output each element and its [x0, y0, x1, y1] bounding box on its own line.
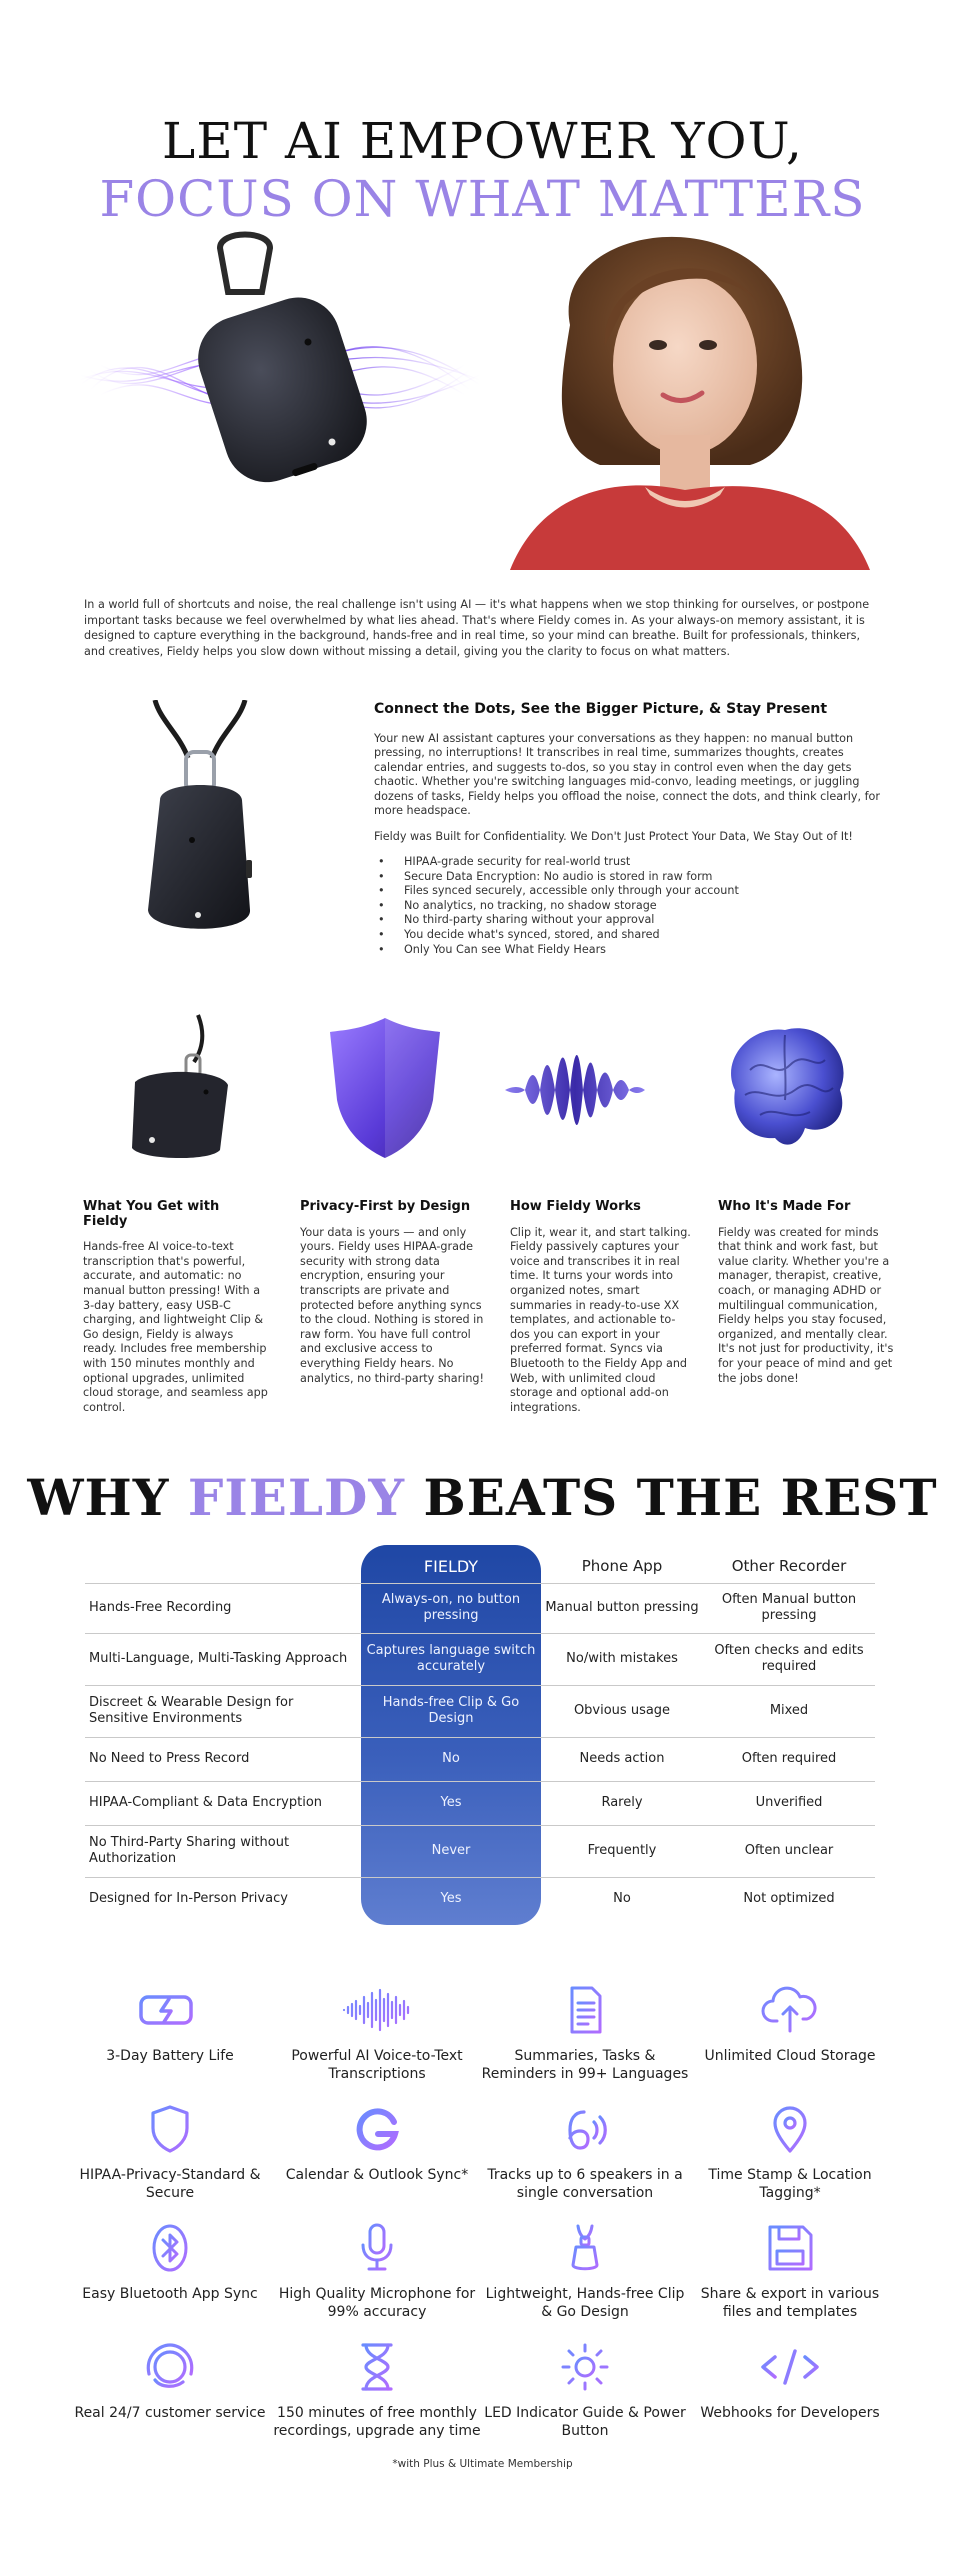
other-cell: Not optimized — [743, 1891, 835, 1906]
feature-icon-item — [272, 2104, 482, 2184]
fieldy-cell: Captures language switch accurately — [366, 1643, 536, 1674]
table-row — [85, 1825, 875, 1877]
header-phone-app: Phone App — [581, 1557, 663, 1575]
google-icon — [342, 2104, 412, 2154]
privacy-bullet-list — [378, 855, 889, 957]
bullet-item: • You decide what's synced, stored, and shared — [378, 928, 889, 943]
comparison-title-accent: FIELDY — [187, 1468, 406, 1527]
bullet-item: • No third-party sharing without your approval — [378, 913, 889, 928]
phone-cell: Needs action — [579, 1751, 665, 1766]
row-label: HIPAA-Compliant & Data Encryption — [89, 1795, 323, 1810]
feature-icon-label: Tracks up to 6 speakers in a single conversation — [487, 2167, 683, 2201]
feature-body: Fieldy was created for minds that think and work fast, but value clarity. Whether you're a manager, therapist, creative, coach, or managing ADHD or multilingual communication, Fieldy helps you stay focused, organized, and mentally clear. It's not just for productivity, it's for your peace of mind and get the jobs done! — [718, 1225, 894, 1385]
row-label: Discreet & Wearable Design for Sensitive Environments — [89, 1695, 294, 1726]
feature-icon-label: Unlimited Cloud Storage — [704, 2048, 876, 2064]
row-label: Hands-Free Recording — [89, 1600, 232, 1615]
feature-icon-label: 3-Day Battery Life — [106, 2048, 234, 2064]
save-icon — [755, 2223, 825, 2273]
battery-icon — [135, 1985, 205, 2035]
feature-icon-label: HIPAA-Privacy-Standard & Secure — [79, 2167, 261, 2201]
feature-icon-label: Webhooks for Developers — [700, 2405, 880, 2421]
header-fieldy: FIELDY — [423, 1557, 479, 1576]
table-row — [85, 1583, 875, 1633]
feature-body: Clip it, wear it, and start talking. Fieldy passively captures your voice and transcribes it in real time. It turns your words into organized notes, smart summaries in ready-to-use XX templates, and actionable to-dos you can export in your preferred format. Syncs via Bluetooth to the Fieldy App and Web, with unlimited cloud storage and optional add-on integrations. — [510, 1225, 691, 1414]
feature-icon-item — [65, 2104, 275, 2202]
feature-icon-label: Summaries, Tasks & Reminders in 99+ Languages — [481, 2048, 689, 2082]
comparison-table — [85, 1545, 875, 1925]
feature-icon-label: Real 24/7 customer service — [74, 2405, 266, 2421]
feature-device-image — [110, 1010, 250, 1165]
phone-cell: Frequently — [587, 1843, 657, 1858]
feature-column — [510, 1200, 695, 1415]
other-cell: Unverified — [755, 1795, 823, 1810]
header-other-recorder: Other Recorder — [731, 1557, 847, 1575]
hero-device-image — [70, 230, 490, 530]
feature-icon-item — [685, 2104, 895, 2202]
connect-section — [374, 702, 889, 957]
feature-icon-item — [65, 2342, 275, 2422]
hourglass-icon — [342, 2342, 412, 2392]
connect-paragraph-2: Fieldy was Built for Confidentiality. We Don't Just Protect Your Data, We Stay Out of It! — [374, 829, 853, 843]
feature-column — [300, 1200, 485, 1386]
hero-woman-image — [450, 195, 880, 570]
location-pin-icon — [755, 2104, 825, 2154]
hero-title-line2: FOCUS ON WHAT MATTERS — [99, 170, 866, 228]
feature-body: Hands-free AI voice-to-text transcription that's powerful, accurate, and automatic: no manual button pressing! With a 3-day battery, easy USB-C charging, and lightweight Clip & Go design, Fieldy is always ready. Includes free membership with 150 minutes monthly and optional upgrades, unlimited cloud storage, and seamless app control. — [83, 1240, 268, 1414]
shield-icon — [135, 2104, 205, 2154]
connect-paragraph-1: Your new AI assistant captures your conversations as they happen: no manual button pressing, no interruptions! It transcribes in real time, summarizes thoughts, creates calendar entries, and suggests to-dos, so you stay in control even when the day gets chaotic. Whether you're switching languages mid-convo, leading meetings, or juggling dozens of tasks, Fieldy helps you offload the noise, connect the dots, and think clearly, for more headspace. — [374, 731, 880, 817]
bullet-item: • No analytics, no tracking, no shadow storage — [378, 899, 889, 914]
feature-icon-label: Lightweight, Hands-free Clip & Go Design — [485, 2286, 685, 2320]
brain-image — [715, 1010, 855, 1165]
shield-image — [315, 1010, 455, 1165]
code-icon — [755, 2342, 825, 2392]
feature-body: Your data is yours — and only yours. Fieldy uses HIPAA-grade security with strong data encryption, ensuring your transcripts are private and protected before anything syncs to the cloud. Nothing is stored in raw form. You have full control and exclusive access to everything Fieldy hears. No analytics, no third-party sharing! — [300, 1225, 485, 1385]
feature-icon-item — [480, 2223, 690, 2321]
feature-icon-label: Share & export in various files and templates — [700, 2286, 880, 2320]
hero-title-line1: LET AI EMPOWER YOU, — [162, 112, 803, 170]
comparison-title — [0, 1468, 965, 1527]
phone-cell: Rarely — [601, 1795, 643, 1810]
feature-icon-item — [272, 2342, 482, 2440]
row-label: Designed for In-Person Privacy — [89, 1891, 288, 1906]
feature-icon-label: Powerful AI Voice-to-Text Transcriptions — [291, 2048, 463, 2082]
bullet-item: • HIPAA-grade security for real-world trust — [378, 855, 889, 870]
feature-icon-label: 150 minutes of free monthly recordings, upgrade any time — [273, 2405, 481, 2439]
feature-icon-item — [685, 1985, 895, 2065]
fieldy-cell: Yes — [440, 1891, 462, 1906]
row-label: Multi-Language, Multi-Tasking Approach — [89, 1651, 348, 1666]
other-cell: Often unclear — [744, 1843, 834, 1858]
feature-title: Who It's Made For — [718, 1199, 851, 1214]
feature-icon-item — [65, 2223, 275, 2303]
comparison-title-post: BEATS THE REST — [423, 1468, 938, 1527]
feature-icon-item — [272, 2223, 482, 2321]
table-row — [85, 1685, 875, 1737]
speakers-icon — [550, 2104, 620, 2154]
connect-heading: Connect the Dots, See the Bigger Picture, & Stay Present — [374, 701, 828, 717]
waveform-icon — [302, 1985, 452, 2035]
bullet-item: • Files synced securely, accessible only through your account — [378, 884, 889, 899]
feature-title: What You Get with Fieldy — [83, 1199, 220, 1229]
feature-icon-label: Easy Bluetooth App Sync — [82, 2286, 258, 2302]
other-cell: Often Manual button pressing — [721, 1592, 857, 1623]
table-row — [85, 1737, 875, 1781]
feature-icon-item — [272, 1985, 482, 2083]
bluetooth-icon — [135, 2223, 205, 2273]
microphone-icon — [342, 2223, 412, 2273]
table-row — [85, 1877, 875, 1921]
fieldy-cell: Hands-free Clip & Go Design — [382, 1695, 520, 1726]
feature-column — [83, 1200, 268, 1415]
other-cell: Often checks and edits required — [714, 1643, 864, 1674]
row-label: No Need to Press Record — [89, 1751, 250, 1766]
bullet-item: • Secure Data Encryption: No audio is stored in raw form — [378, 870, 889, 885]
feature-icon-label: High Quality Microphone for 99% accuracy — [278, 2286, 476, 2320]
feature-icon-item — [480, 1985, 690, 2083]
phone-cell: No — [613, 1891, 631, 1906]
feature-icon-item — [685, 2342, 895, 2422]
clip-icon — [550, 2223, 620, 2273]
phone-cell: Obvious usage — [573, 1703, 671, 1718]
feature-icon-label: Calendar & Outlook Sync* — [285, 2167, 469, 2183]
feature-title: Privacy-First by Design — [300, 1199, 471, 1214]
phone-cell: No/with mistakes — [566, 1651, 678, 1666]
headset-icon — [135, 2342, 205, 2392]
fieldy-cell: Always-on, no button pressing — [381, 1592, 521, 1623]
table-row — [85, 1633, 875, 1685]
feature-title: How Fieldy Works — [510, 1199, 641, 1214]
table-row — [85, 1781, 875, 1825]
other-cell: Often required — [741, 1751, 837, 1766]
membership-footnote: *with Plus & Ultimate Membership — [392, 2458, 573, 2470]
feature-icon-item — [685, 2223, 895, 2321]
comparison-title-pre: WHY — [27, 1468, 170, 1527]
bullet-item: • Only You Can see What Fieldy Hears — [378, 943, 889, 958]
fieldy-cell: No — [442, 1751, 460, 1766]
phone-cell: Manual button pressing — [545, 1600, 699, 1615]
soundwave-image — [505, 1010, 645, 1165]
feature-icon-item — [65, 1985, 275, 2065]
other-cell: Mixed — [769, 1703, 809, 1718]
feature-icon-label: LED Indicator Guide & Power Button — [484, 2405, 686, 2439]
feature-icon-label: Time Stamp & Location Tagging* — [708, 2167, 872, 2201]
feature-icon-item — [480, 2104, 690, 2202]
document-icon — [550, 1985, 620, 2035]
hero-section — [0, 0, 965, 570]
fieldy-cell: Yes — [440, 1795, 462, 1810]
fieldy-cell: Never — [431, 1843, 471, 1858]
intro-text: In a world full of shortcuts and noise, the real challenge isn't using AI — it's what happens when we stop thinking for ourselves, or postpone important tasks because we feel overwhelmed by what lies ahead. That's where Fieldy comes in. As your always-on memory assistant, it is designed to capture everything in the background, hands-free and in real time, so your mind can breathe. Built for professionals, thinkers, and creatives, Fieldy helps you slow down without missing a detail, giving you the clarity to focus on what matters. — [84, 598, 870, 658]
feature-column — [718, 1200, 903, 1386]
feature-icon-item — [480, 2342, 690, 2440]
led-icon — [550, 2342, 620, 2392]
cloud-upload-icon — [755, 1985, 825, 2035]
clip-device-image — [130, 700, 270, 945]
row-label: No Third-Party Sharing without Authorization — [89, 1835, 290, 1866]
